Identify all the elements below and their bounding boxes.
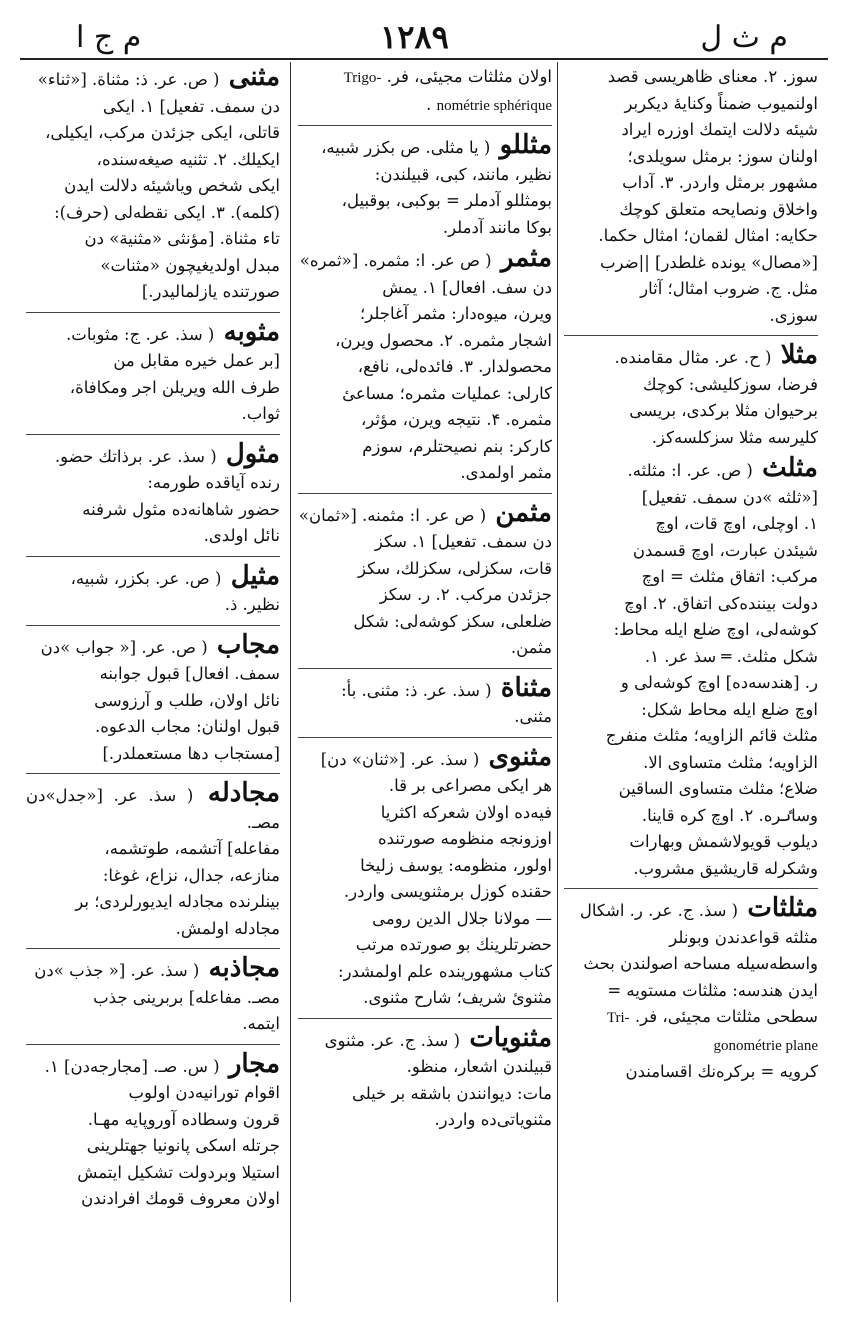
headword: مثمر bbox=[500, 243, 552, 273]
entry-line-text: ( سذ. عر. ج: مثوبات. bbox=[66, 324, 220, 344]
entry-line: قبیلندن اشعار، منظو. bbox=[406, 1057, 552, 1076]
entry-line: مثمره. ۴. نتیجه ویرن، مؤثر، bbox=[360, 410, 552, 429]
entry-divider bbox=[298, 668, 552, 669]
column-left bbox=[26, 64, 280, 1294]
page-header bbox=[20, 14, 828, 60]
entry-line: مصـ. مفاعله] بربرینی جذب bbox=[93, 987, 280, 1007]
entry-line bbox=[298, 741, 552, 774]
entry-line: — مولانا جلال الدین رومی bbox=[372, 908, 552, 928]
entry-line: شکل مثلث. ═ سذ عر. ۱. bbox=[644, 646, 818, 666]
entry-line: حضور شاهانه‌ده مثول شرفنه bbox=[82, 499, 280, 519]
entry-line-text: ( ح. عر. مثال مقامنده. bbox=[614, 348, 777, 367]
entry-line-text: ( یا مثلی. ص بکزر شبیه، bbox=[321, 138, 496, 157]
entry-line: سوز. ۲. معنای ظاهریسی قصد bbox=[607, 67, 818, 86]
headword: مثیل bbox=[230, 560, 280, 591]
entry-line: کتاب مشهورینده علم اولمشدر: bbox=[338, 961, 552, 981]
dictionary-entry bbox=[26, 1048, 280, 1213]
entry-divider bbox=[26, 948, 280, 949]
dictionary-entry bbox=[26, 780, 280, 942]
entry-line: اولان معروف قومك افرادندن bbox=[81, 1189, 280, 1208]
entry-line bbox=[26, 780, 280, 836]
entry-line: شیئه دلالت ایتمك اوزره ایراد bbox=[621, 120, 818, 139]
latin-term: gonométrie plane bbox=[713, 1037, 818, 1054]
entry-line: نائل اولان، طلب و آرزوسی bbox=[94, 690, 280, 710]
entry-line: سوزی. bbox=[769, 305, 818, 325]
entry-divider bbox=[26, 773, 280, 774]
headword: مجادله bbox=[207, 778, 280, 808]
entry-divider bbox=[26, 625, 280, 626]
entry-line bbox=[564, 895, 818, 925]
entry-line-text: ( سذ. عر. [«جدل»دن مصـ. bbox=[26, 786, 280, 832]
entry-line: (کلمه). ۳. ایکی نقطه‌لی (حرف): bbox=[54, 202, 280, 222]
entry-line bbox=[298, 497, 552, 530]
entry-line-text: ( ص عر. ا: مثمره. [«ثمره» bbox=[299, 251, 497, 270]
entry-line bbox=[564, 455, 818, 485]
dictionary-entry bbox=[26, 438, 280, 550]
entry-line: وساٸره. ۲. اوچ کره قاینا. bbox=[641, 805, 818, 825]
entry-line bbox=[26, 560, 280, 593]
entry-line: کلیرسه مثلا سزکلسه‌کز. bbox=[651, 427, 818, 447]
entry-line-text: ( سذ. عر. ذ: مثنی. بأ: bbox=[341, 680, 497, 700]
entry-line: مبدل اولدیغیچون «مثنات» bbox=[100, 255, 280, 275]
entry-line: [بر عمل خیره مقابل من bbox=[113, 351, 280, 370]
entry-line: برحیوان مثلا برکدی، بریسی bbox=[629, 401, 818, 420]
entry-line bbox=[26, 629, 280, 662]
dictionary-entry bbox=[564, 342, 818, 451]
entry-line: مفاعله] آتشمه، طوتشمه، bbox=[104, 839, 280, 858]
entry-line: مثنی. bbox=[514, 707, 552, 726]
entry-line: ثواب. bbox=[241, 404, 280, 423]
entry-line bbox=[298, 132, 552, 162]
entry-line: مثنویاتی‌ده واردر. bbox=[434, 1110, 552, 1129]
entry-line: ایکیلك. ۲. تثنیه صیغه‌سنده، bbox=[96, 149, 280, 169]
entry-line: ۱. اوچلی، اوچ قات، اوچ bbox=[655, 514, 818, 533]
entry-line: تاء مثناة. [مؤنثی «مثنیة» دن bbox=[84, 229, 280, 248]
headword: مثول bbox=[225, 438, 280, 469]
headword: مثلث bbox=[762, 453, 818, 483]
entry-line: الزاویه؛ مثلث متساوی الا. bbox=[643, 752, 818, 772]
entry-line bbox=[26, 64, 280, 94]
dictionary-entry bbox=[26, 316, 280, 428]
entry-line: مرکب: اتفاق مثلث = اوچ bbox=[641, 567, 818, 586]
entry-divider bbox=[298, 737, 552, 738]
entry-divider bbox=[298, 1018, 552, 1019]
page-number: ۱۲۸۹ bbox=[380, 18, 449, 56]
entry-line: رنده آیاقده طورمه: bbox=[147, 473, 280, 492]
latin-term: nométrie sphérique bbox=[436, 97, 552, 114]
entry-divider bbox=[564, 888, 818, 889]
latin-term: Tri- bbox=[606, 1010, 630, 1026]
entry-line: مات: دیوانندن باشقه بر خیلی bbox=[351, 1083, 552, 1103]
entry-line-text: ( س. صـ. [مجارجه‌دن] ۱. bbox=[44, 1056, 225, 1076]
dictionary-entry bbox=[564, 455, 818, 882]
entry-line bbox=[298, 672, 552, 705]
dictionary-entry bbox=[564, 895, 818, 1086]
dictionary-entry bbox=[298, 1022, 552, 1134]
entry-line: کارکر: بنم نصیحتلرم، سوزم bbox=[362, 436, 552, 456]
headword: مجاذبه bbox=[208, 953, 280, 983]
headword: مثلا bbox=[780, 340, 818, 370]
entry-line: دولت بیننده‌کی اتفاق. ۲. اوچ bbox=[624, 593, 818, 613]
entry-line: [«مصال» یونده غلطدر] ||ضرب bbox=[600, 252, 818, 272]
entry-divider bbox=[26, 434, 280, 435]
entry-line-text bbox=[713, 1035, 818, 1054]
entry-line bbox=[26, 1048, 280, 1081]
column-rule-right bbox=[557, 62, 558, 1302]
entry-line: نظیر، مانند، کبی، قبیلندن: bbox=[374, 164, 552, 184]
entry-line: مثمر اولمدی. bbox=[460, 463, 552, 482]
entry-line-text: ( ص. عر. بکزر، شبیه، bbox=[70, 568, 227, 588]
entry-line: بومثللو آدملر = بوکبی، بوقبیل، bbox=[341, 191, 552, 210]
dictionary-entry bbox=[26, 64, 280, 306]
entry-line: مشهور برمثل واردر. ۳. آداب bbox=[622, 173, 818, 192]
entry-line bbox=[564, 342, 818, 372]
headword: مجار bbox=[228, 1048, 280, 1079]
entry-line: اشجار مثمره. ۲. محصول ویرن، bbox=[335, 330, 552, 350]
entry-line bbox=[298, 1022, 552, 1055]
entry-line: دن سف. افعال] ۱. یمش bbox=[382, 277, 552, 297]
entry-divider bbox=[26, 556, 280, 557]
entry-line-text: ( سذ. عر. [« جذب »دن bbox=[34, 961, 205, 980]
headword: مجاب bbox=[216, 629, 280, 660]
dictionary-entry bbox=[298, 672, 552, 731]
entry-line-text: ( سذ. عر. برذاتك حضو. bbox=[54, 446, 222, 466]
entry-line: اقوام تورانیه‌دن اولوب bbox=[128, 1083, 280, 1102]
entry-line: منازعه، جدال، نزاع، غوغا: bbox=[102, 865, 280, 885]
entry-line bbox=[26, 955, 280, 985]
entry-line: دیلوب قویولاشمش وبهارات bbox=[629, 832, 818, 851]
entry-line: صورتنده یازلمالیدر.] bbox=[141, 282, 280, 301]
headword: مثنوی bbox=[488, 741, 552, 772]
entry-line bbox=[298, 245, 552, 275]
entry-line: شیئدن عبارت، اوچ قسمدن bbox=[632, 540, 818, 560]
entry-divider bbox=[298, 493, 552, 494]
entry-line: جزئدن مرکب. ۲. ر. سکز bbox=[379, 585, 552, 604]
dictionary-entry bbox=[298, 497, 552, 662]
headword: مثلثات bbox=[747, 893, 818, 923]
entry-line: مثمن. bbox=[510, 638, 552, 657]
headword: مثمن bbox=[495, 497, 552, 528]
entry-divider bbox=[26, 312, 280, 313]
entry-line: اولنان سوز: برمثل سویلدی؛ bbox=[627, 146, 818, 166]
entry-line: واسطه‌سیله مساحه اصولندن بحث bbox=[583, 954, 818, 973]
dictionary-entry bbox=[298, 741, 552, 1012]
headword: مثناة bbox=[500, 672, 552, 703]
entry-line: ضلعلی، سکز کوشه‌لی: شکل bbox=[353, 611, 552, 631]
entry-line: هر ایکی مصراعی بر قا. bbox=[388, 776, 552, 795]
entry-line: ایکی شخص ویاشیئه دلالت ایدن bbox=[64, 176, 280, 195]
dictionary-entry bbox=[26, 629, 280, 768]
entry-line: قاتلی، ایکی جزئدن مرکب، ایکیلی، bbox=[45, 123, 280, 142]
entry-continuation bbox=[298, 64, 552, 119]
entry-line-text: nométrie sphérique . bbox=[426, 94, 552, 114]
entry-line-text: سطحی مثلثات مجیئی، فر. Tri- bbox=[606, 1007, 818, 1026]
entry-line: مثلث قائم الزاویه؛ مثلث منفرج bbox=[605, 726, 818, 745]
headword: مثوبه bbox=[223, 316, 280, 347]
entry-line: واخلاق ونصایحه متعلق كوچك bbox=[619, 199, 818, 219]
entry-line: مثلثه قواعدندن وبونلر bbox=[669, 927, 818, 947]
entry-line: نائل اولدی. bbox=[203, 526, 280, 545]
entry-line: بوکا مانند آدملر. bbox=[442, 217, 552, 237]
latin-term: Trigo- bbox=[343, 70, 382, 86]
header-right-letters: م ث ل bbox=[700, 20, 788, 55]
entry-line: فرضا، سوزکلیشی: كوچك bbox=[643, 374, 818, 394]
entry-line: اوزونجه منظومه صورتنده bbox=[377, 829, 552, 848]
entry-line: ضلاع؛ مثلث متساوی الساقین bbox=[618, 779, 818, 798]
entry-line bbox=[26, 438, 280, 471]
entry-line: دن سمف. تفعیل] ۱. ایکی bbox=[102, 96, 280, 116]
entry-line: ر. [هندسه‌ده] اوچ کوشه‌لی و bbox=[620, 673, 818, 692]
entry-line: فیه‌ده اولان شعرکه اکثریا bbox=[380, 802, 552, 822]
entry-line bbox=[26, 316, 280, 349]
entry-line: قات، سکزلی، سکزلك، سکز bbox=[358, 558, 552, 578]
entry-line: دن سمف. تفعیل] ۱. سکز bbox=[374, 532, 552, 551]
entry-line-text: اولان مثلثات مجیئی، فر. Trigo- bbox=[343, 67, 552, 86]
entry-line bbox=[564, 1004, 818, 1032]
entry-divider bbox=[564, 335, 818, 336]
column-middle bbox=[298, 64, 552, 1294]
entry-line: اولنمیوب ضمناً وکنایهٔ دیکربر bbox=[624, 93, 818, 113]
entry-continuation bbox=[564, 64, 818, 329]
headword: مثنی bbox=[228, 64, 280, 92]
headword: مثللو bbox=[499, 130, 552, 160]
dictionary-entry bbox=[298, 132, 552, 241]
entry-line-text: ( سذ. ج. عر. ر. اشکال bbox=[579, 901, 744, 920]
entry-line: بینلرنده مجادله ایدیورلردی؛ بر bbox=[75, 892, 280, 911]
entry-line: سمف. افعال] قبول جوابنه bbox=[99, 664, 280, 683]
entry-line: مثل. ج. ضروب امثال؛ آثار bbox=[640, 279, 818, 298]
entry-line: ویرن، میوه‌دار: مثمر آغاجلر؛ bbox=[360, 304, 552, 323]
entry-line: جرتله اسکی پانونیا جهتلرینی bbox=[86, 1136, 280, 1155]
entry-line: اولور، منظومه: یوسف زلیخا bbox=[360, 855, 552, 875]
entry-line: طرف الله ویریلن اجر ومکافاة، bbox=[69, 377, 280, 397]
entry-divider bbox=[26, 1044, 280, 1045]
dictionary-entry bbox=[26, 560, 280, 619]
entry-line bbox=[298, 92, 552, 120]
header-left-letters: م ج ا bbox=[76, 20, 142, 55]
entry-line: وشکرله قاریشیق مشروب. bbox=[633, 858, 818, 878]
entry-line: مثنویٔ شریف؛ شارح مثنوی. bbox=[363, 988, 552, 1007]
entry-line-text: ( ص. عر. [« جواب »دن bbox=[40, 637, 213, 657]
entry-line: حضرتلرینك بو صورتده مرتب bbox=[355, 935, 552, 954]
entry-line: کرویه = برکره‌نك اقسامندن bbox=[625, 1062, 818, 1081]
entry-line-text: ( ص عر. ا: مثمنه. [«ثمان» bbox=[298, 505, 492, 525]
entry-line-text: ( سذ. عر. [«ثنان» دن] bbox=[320, 749, 485, 769]
entry-divider bbox=[298, 125, 552, 126]
entry-line: نظیر. ذ. bbox=[224, 595, 280, 614]
entry-line: قرون وسطاده آوروپایه مهـا. bbox=[87, 1109, 280, 1129]
entry-line: ایتمه. bbox=[242, 1014, 280, 1033]
headword: مثنویات bbox=[469, 1022, 552, 1053]
column-rule-left bbox=[290, 62, 291, 1302]
entry-line: [«ثلثه »دن سمف. تفعیل] bbox=[641, 487, 818, 507]
entry-line: استیلا وبردولت تشکیل ایتمش bbox=[77, 1162, 280, 1182]
entry-line: ایدن هندسه: مثلثات مستویه = bbox=[607, 980, 818, 1000]
entry-line: حقنده کوزل برمثنویسی واردر. bbox=[343, 882, 552, 901]
entry-line bbox=[564, 1032, 818, 1060]
entry-line-text: ( سذ. ج. عر. مثنوی bbox=[324, 1030, 466, 1050]
entry-line-text: ( ص. عر. ا: مثلثه. bbox=[627, 461, 759, 480]
entry-line: مجادله اولمش. bbox=[175, 918, 280, 938]
entry-line: [مستجاب دها مستعملدر.] bbox=[102, 743, 280, 763]
entry-line: حکایه: امثال لقمان؛ امثال حکما. bbox=[598, 226, 818, 245]
dictionary-entry bbox=[298, 245, 552, 487]
dictionary-entry bbox=[26, 955, 280, 1038]
column-right bbox=[564, 64, 818, 1294]
entry-line: قبول اولنان: مجاب الدعوه. bbox=[95, 717, 280, 736]
entry-line: کارلی: عملیات مثمره؛ مساعیٔ bbox=[342, 383, 552, 403]
entry-line: محصولدار. ۳. فائده‌لی، نافع، bbox=[357, 357, 552, 376]
entry-line bbox=[298, 64, 552, 92]
entry-line: اوچ ضلع ایله محاط شکل: bbox=[641, 699, 818, 719]
entry-line-text: ( ص. عر. ذ: مثناة. [«ثناء» bbox=[37, 70, 225, 89]
entry-line: کوشه‌لی، اوچ ضلع ایله محاط: bbox=[613, 620, 818, 639]
